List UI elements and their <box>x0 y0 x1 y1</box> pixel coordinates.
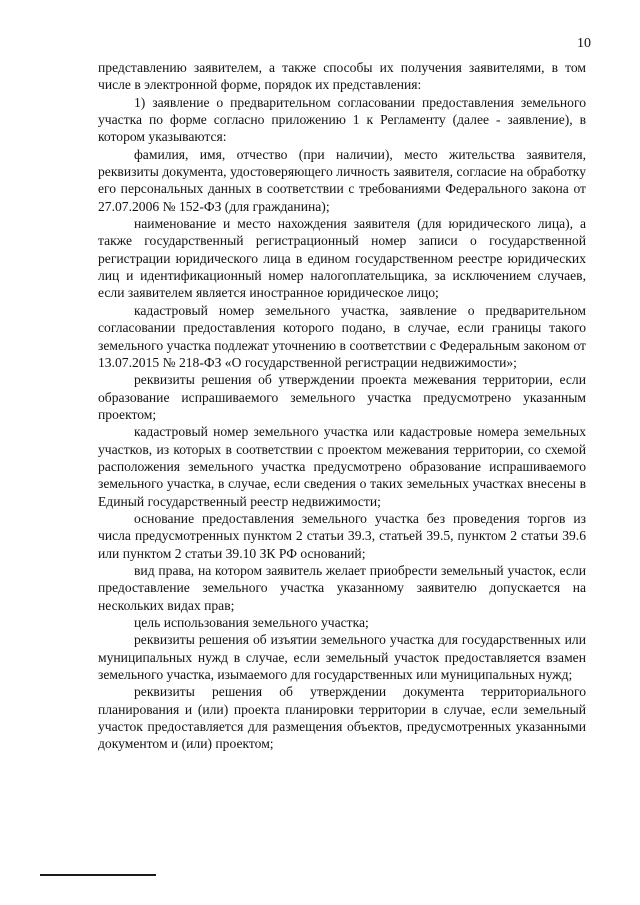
paragraph-intro-continuation: представлению заявителем, а также способы их получения заявителями, в том числе в электронной форме, порядок их представления: <box>98 60 586 93</box>
paragraph-item-1-application: 1) заявление о предварительном согласовании предоставления земельного участка по форме согласно приложению 1 к Регламенту (далее - заявление), в котором указываются: <box>98 94 586 145</box>
paragraph-seizure-decision: реквизиты решения об изъятии земельного участка для государственных или муниципальных нужд в случае, если земельный участок предоставляется взамен земельного участка, изымаемого для государственных или муниципальных нужд; <box>98 632 586 683</box>
page-number: 10 <box>577 36 591 51</box>
paragraph-survey-project-decision: реквизиты решения об утверждении проекта межевания территории, если образование испрашиваемого земельного участка предусмотрено указанным проектом; <box>98 372 586 422</box>
paragraph-type-of-right: вид права, на котором заявитель желает приобрести земельный участок, если предоставление земельного участка указанному заявителю допускается на нескольких видах прав; <box>98 562 586 613</box>
paragraph-legal-entity-details: наименование и место нахождения заявителя (для юридического лица), а также государственный регистрационный номер записи о государственной регистрации юридического лица в едином государственном реестре юридических лиц и идентификационный номер налогоплательщика, за исключением случаев, если заявителем является иностранное юридическое лицо; <box>98 216 586 301</box>
paragraph-grounds-without-auction: основание предоставления земельного участка без проведения торгов из числа предусмотренных пунктом 2 статьи 39.3, статьей 39.5, пунктом 2 статьи 39.6 или пунктом 2 статьи 39.10 ЗК РФ оснований; <box>98 510 586 561</box>
paragraph-cadastral-number: кадастровый номер земельного участка, заявление о предварительном согласовании предоставления которого подано, в случае, если границы такого земельного участка подлежат уточнению в соответствии с Федеральным законом от 13.07.2015 № 218-ФЗ «О государственной регистрации недвижимости»; <box>98 302 586 370</box>
body-text <box>98 59 586 753</box>
paragraph-planning-decision: реквизиты решения об утверждении документа территориального планирования и (или) проекта планировки территории в случае, если земельный участок предоставляется для размещения объектов, предусмотренных указанными документом и (или) проектом; <box>98 684 586 752</box>
paragraph-purpose-of-use: цель использования земельного участка; <box>134 615 369 630</box>
paragraph-citizen-details: фамилия, имя, отчество (при наличии), место жительства заявителя, реквизиты документа, удостоверяющего личность заявителя, согласие на обработку его персональных данных в соответствии с требованиями Федерального закона от 27.07.2006 № 152-ФЗ (для гражданина); <box>98 146 586 214</box>
paragraph-source-plots: кадастровый номер земельного участка или кадастровые номера земельных участков, из которых в соответствии с проектом межевания территории, со схемой расположения земельного участка предусмотрено образование испрашиваемого земельного участка, в случае, если сведения о таких земельных участках внесены в Единый государственный реестр недвижимости; <box>98 424 586 509</box>
footer-divider <box>40 874 156 876</box>
